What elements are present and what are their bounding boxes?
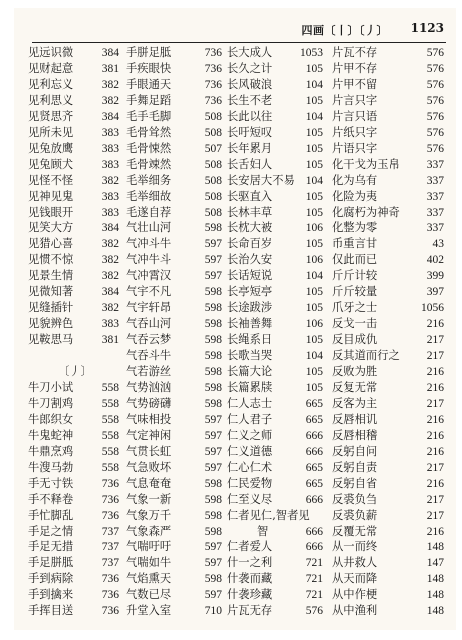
page-ref: 147 <box>426 557 444 570</box>
page-ref: 665 <box>305 461 323 474</box>
idiom-text: 长大成人 <box>227 46 273 59</box>
idiom-text: 手挥目送 <box>28 604 74 618</box>
page-ref: 216 <box>426 318 444 331</box>
idiom-text: 长枕大被 <box>227 221 273 235</box>
page-ref: 384 <box>101 286 119 299</box>
idiom-text: 气吞山河 <box>126 317 172 331</box>
page-ref: 104 <box>305 110 323 123</box>
page-ref: 598 <box>204 350 222 363</box>
page-header <box>32 18 446 43</box>
page-ref: 383 <box>101 206 119 219</box>
page-ref: 105 <box>305 62 323 75</box>
page-ref: 598 <box>204 318 222 331</box>
index-entry <box>126 602 222 620</box>
page-ref: 598 <box>204 381 222 394</box>
page-ref: 105 <box>305 238 323 251</box>
page-ref: 216 <box>426 429 444 442</box>
idiom-text: 见利忘义 <box>28 77 74 91</box>
idiom-text: 气宇不凡 <box>126 285 172 299</box>
idiom-text: 见景生情 <box>28 269 74 283</box>
idiom-text: 手眼通天 <box>126 77 172 91</box>
page-ref: 666 <box>305 525 323 538</box>
page-ref: 576 <box>426 126 444 139</box>
page-ref: 558 <box>101 445 119 458</box>
idiom-text: 见利思义 <box>28 93 74 107</box>
idiom-text: 从中作梗 <box>332 588 378 602</box>
idiom-text: 见微知著 <box>28 285 74 299</box>
page-ref: 397 <box>426 286 444 299</box>
idiom-text: 仁至义尽 <box>227 492 273 506</box>
page-ref: 508 <box>204 126 222 139</box>
idiom-text: 反目成仇 <box>332 333 378 347</box>
page-ref: 337 <box>426 158 444 171</box>
page-ref: 148 <box>426 573 444 586</box>
idiom-text: 片言只语 <box>332 109 378 123</box>
page-ref: 508 <box>204 206 222 219</box>
page-ref: 576 <box>426 62 444 75</box>
page-ref: 337 <box>426 174 444 187</box>
idiom-text: 气贯长虹 <box>126 444 172 458</box>
idiom-text: 气数已尽 <box>126 588 172 602</box>
idiom-text: 斤斤计较 <box>332 269 378 283</box>
idiom-text: 什袭珍藏 <box>227 588 273 602</box>
index-entry <box>28 602 119 620</box>
page-ref: 736 <box>204 94 222 107</box>
page-ref: 383 <box>101 318 119 331</box>
page-ref: 105 <box>305 286 323 299</box>
page-ref: 337 <box>426 206 444 219</box>
page-ref: 665 <box>305 413 323 426</box>
page-ref: 576 <box>426 47 444 59</box>
page-ref: 597 <box>204 238 222 251</box>
idiom-text: 反唇相稽 <box>332 428 378 442</box>
page-ref: 558 <box>101 381 119 394</box>
page-ref: 737 <box>101 541 119 554</box>
page-ref: 508 <box>204 110 222 123</box>
idiom-text: 长安居大不易 <box>227 173 295 187</box>
idiom-text: 气象森严 <box>126 524 172 538</box>
idiom-text: 长篇累牍 <box>227 380 273 394</box>
page-ref: 736 <box>204 78 222 91</box>
idiom-text: 长林丰草 <box>227 205 273 219</box>
page-ref: 558 <box>101 429 119 442</box>
page-ref: 736 <box>101 509 119 522</box>
idiom-text: 化腐朽为神奇 <box>332 205 400 219</box>
idiom-text: 见怪不怪 <box>28 173 74 187</box>
idiom-text: 见兔顾犬 <box>28 157 74 171</box>
idiom-text: 片瓦不存 <box>332 46 378 59</box>
page-ref: 597 <box>204 541 222 554</box>
idiom-text: 长绳系日 <box>227 333 273 347</box>
idiom-text: 长命百岁 <box>227 237 273 251</box>
page-ref: 105 <box>305 302 323 315</box>
idiom-text: 见猎心喜 <box>28 237 74 251</box>
page-ref: 216 <box>426 366 444 378</box>
index-entry <box>332 602 444 620</box>
idiom-text: 从中渔利 <box>332 604 378 618</box>
idiom-text: 斤斤较量 <box>332 285 378 299</box>
idiom-text: 长驱直入 <box>227 189 273 203</box>
page-ref: 558 <box>101 397 119 410</box>
page-ref: 598 <box>204 509 222 522</box>
idiom-text: 什一之利 <box>227 556 273 570</box>
idiom-text: 见神见鬼 <box>28 189 74 203</box>
page-ref: 383 <box>101 190 119 203</box>
idiom-text: 反裘负刍 <box>332 492 378 506</box>
page-ref: 383 <box>101 142 119 155</box>
idiom-text: 化为乌有 <box>332 173 378 187</box>
idiom-text: 毛手毛脚 <box>126 109 172 123</box>
idiom-text: 片言只字 <box>332 93 378 107</box>
page-ref: 217 <box>426 397 444 410</box>
page-ref: 105 <box>305 142 323 155</box>
idiom-text: 气息奄奄 <box>126 476 172 490</box>
idiom-text: 毛骨悚然 <box>126 141 172 155</box>
page-ref: 217 <box>426 493 444 506</box>
idiom-text: 长亭短亭 <box>227 285 273 299</box>
idiom-text: 化险为夷 <box>332 189 378 203</box>
page-ref: 105 <box>305 158 323 171</box>
page-ref: 384 <box>101 222 119 235</box>
page-ref: 736 <box>101 493 119 506</box>
idiom-text: 见兔放鹰 <box>28 141 74 155</box>
page-ref: 381 <box>101 334 119 347</box>
idiom-text: 手到擒来 <box>28 588 74 602</box>
page-ref: 382 <box>101 94 119 107</box>
idiom-text: 仁人君子 <box>227 412 273 426</box>
idiom-text: 仁义道德 <box>227 444 273 458</box>
page-ref: 382 <box>101 238 119 251</box>
page-ref: 1053 <box>300 47 323 59</box>
idiom-text: 从天而降 <box>332 572 378 586</box>
page-ref: 597 <box>204 445 222 458</box>
page-ref: 598 <box>204 302 222 315</box>
page-ref: 597 <box>204 589 222 602</box>
page-ref: 665 <box>305 477 323 490</box>
page-ref: 104 <box>305 174 323 187</box>
idiom-text: 长生不老 <box>227 93 273 107</box>
idiom-text: 仁心仁术 <box>227 460 273 474</box>
idiom-text: 手足胼胝 <box>28 556 74 570</box>
idiom-text: 气吞斗牛 <box>126 349 172 363</box>
idiom-text: 化整为零 <box>332 221 378 235</box>
page-ref: 597 <box>204 270 222 283</box>
idiom-text: 反戈一击 <box>332 317 378 331</box>
idiom-text: 手忙脚乱 <box>28 508 74 522</box>
page-ref: 737 <box>101 525 119 538</box>
idiom-text: 毛遂自荐 <box>126 205 172 219</box>
idiom-text: 见缝插针 <box>28 301 74 315</box>
idiom-text: 长此以往 <box>227 109 273 123</box>
idiom-text: 长袖善舞 <box>227 317 273 331</box>
page-ref: 507 <box>204 142 222 155</box>
page-ref: 216 <box>426 477 444 490</box>
page-number: 1123 <box>410 21 444 35</box>
page-ref: 216 <box>426 381 444 394</box>
idiom-text: 见财起意 <box>28 61 74 75</box>
page-ref: 576 <box>426 110 444 123</box>
page-ref: 721 <box>305 573 323 586</box>
page-ref: 736 <box>101 573 119 586</box>
page-ref: 508 <box>204 158 222 171</box>
idiom-text: 长途跋涉 <box>227 301 273 315</box>
page-ref: 598 <box>204 573 222 586</box>
idiom-text: 长歌当哭 <box>227 349 273 363</box>
idiom-text: 牛刀割鸡 <box>28 396 74 410</box>
idiom-text: 片甲不留 <box>332 77 378 91</box>
idiom-text: 升堂入室 <box>126 604 172 618</box>
page-ref: 337 <box>426 190 444 203</box>
idiom-text: 毛骨耸然 <box>126 125 172 139</box>
idiom-text: 见贤思齐 <box>28 109 74 123</box>
idiom-text: 手胼足胝 <box>126 46 172 59</box>
page-ref: 337 <box>426 222 444 235</box>
page-ref: 721 <box>305 589 323 602</box>
page-ref: 106 <box>305 318 323 331</box>
page-ref: 381 <box>101 62 119 75</box>
idiom-text: 长话短说 <box>227 269 273 283</box>
page-ref: 148 <box>426 605 444 618</box>
idiom-text: 〔丿〕 <box>58 365 92 378</box>
page-ref: 217 <box>426 509 444 522</box>
page-ref: 737 <box>101 557 119 570</box>
page-ref: 1056 <box>421 302 444 315</box>
page-ref: 148 <box>426 541 444 554</box>
page-ref: 217 <box>426 334 444 347</box>
page-ref: 383 <box>101 126 119 139</box>
page-ref: 382 <box>101 174 119 187</box>
idiom-text: 牛鼎烹鸡 <box>28 444 74 458</box>
page-ref: 384 <box>101 110 119 123</box>
page-ref: 43 <box>432 238 444 251</box>
page-ref: 598 <box>204 397 222 410</box>
idiom-text: 化干戈为玉帛 <box>332 157 400 171</box>
page-ref: 736 <box>101 589 119 602</box>
idiom-text: 见钱眼开 <box>28 205 74 219</box>
idiom-text: 见所未见 <box>28 125 74 139</box>
page-ref: 576 <box>426 142 444 155</box>
page-ref: 106 <box>305 222 323 235</box>
page-ref: 216 <box>426 525 444 538</box>
page-ref: 710 <box>204 605 222 618</box>
page-ref: 666 <box>305 445 323 458</box>
page-ref: 666 <box>305 429 323 442</box>
idiom-text: 反复无常 <box>332 380 378 394</box>
idiom-text: 牛鬼蛇神 <box>28 428 74 442</box>
idiom-text: 毛举细务 <box>126 173 172 187</box>
idiom-text: 气势汹汹 <box>126 380 172 394</box>
idiom-text: 气定神闲 <box>126 428 172 442</box>
idiom-text: 毛举细故 <box>126 189 172 203</box>
idiom-text: 手足之情 <box>28 524 74 538</box>
page-ref: 508 <box>204 190 222 203</box>
idiom-text: 片甲不存 <box>332 61 378 75</box>
page-ref: 736 <box>204 47 222 59</box>
idiom-text: 长篇大论 <box>227 365 273 378</box>
idiom-text: 手不释卷 <box>28 492 74 506</box>
dictionary-page <box>14 8 456 630</box>
page-ref: 736 <box>101 477 119 490</box>
idiom-text: 仁义之师 <box>227 428 273 442</box>
page-ref: 104 <box>305 270 323 283</box>
idiom-text: 气冲斗牛 <box>126 237 172 251</box>
page-ref: 598 <box>204 222 222 235</box>
idiom-text: 见远识微 <box>28 46 74 59</box>
page-ref: 736 <box>204 62 222 75</box>
page-ref: 598 <box>204 366 222 378</box>
idiom-text: 仁者爱人 <box>227 540 273 554</box>
idiom-text: 反其道而行之 <box>332 349 400 363</box>
idiom-text: 爪牙之士 <box>332 301 378 315</box>
page-ref: 576 <box>426 78 444 91</box>
page-ref: 105 <box>305 206 323 219</box>
page-ref: 382 <box>101 270 119 283</box>
page-ref: 216 <box>426 445 444 458</box>
idiom-text: 气象一新 <box>126 492 172 506</box>
idiom-text: 牛刀小试 <box>28 380 74 394</box>
page-ref: 399 <box>426 270 444 283</box>
page-ref: 721 <box>305 557 323 570</box>
page-ref: 598 <box>204 334 222 347</box>
page-ref: 105 <box>305 190 323 203</box>
page-ref: 105 <box>305 381 323 394</box>
idiom-text: 反客为主 <box>332 396 378 410</box>
idiom-text: 气冲牛斗 <box>126 253 172 267</box>
section-heading: 四画〔丨〕〔丿〕 <box>301 24 388 37</box>
idiom-text: 气急败坏 <box>126 460 172 474</box>
idiom-text: 反躬自责 <box>332 460 378 474</box>
page-ref: 217 <box>426 350 444 363</box>
page-ref: 666 <box>305 493 323 506</box>
page-ref: 558 <box>101 461 119 474</box>
idiom-text: 片纸只字 <box>332 125 378 139</box>
idiom-text: 长风破浪 <box>227 77 273 91</box>
page-ref: 598 <box>204 286 222 299</box>
page-ref: 597 <box>204 429 222 442</box>
index-columns <box>28 44 448 624</box>
idiom-text: 见笑大方 <box>28 221 74 235</box>
page-ref: 105 <box>305 94 323 107</box>
page-ref: 597 <box>204 413 222 426</box>
idiom-text: 片瓦无存 <box>227 604 273 618</box>
page-ref: 597 <box>204 254 222 267</box>
idiom-text: 见惯不惊 <box>28 253 74 267</box>
idiom-text: 智 <box>257 524 269 538</box>
page-ref: 104 <box>305 350 323 363</box>
idiom-text: 见貌辨色 <box>28 317 74 331</box>
idiom-text: 气冲霄汉 <box>126 269 172 283</box>
page-ref: 666 <box>305 541 323 554</box>
page-ref: 508 <box>204 174 222 187</box>
page-ref: 217 <box>426 461 444 474</box>
idiom-text: 见鞍思马 <box>28 333 74 347</box>
page-ref: 558 <box>101 413 119 426</box>
idiom-text: 气喘如牛 <box>126 556 172 570</box>
idiom-text: 什袭而藏 <box>227 572 273 586</box>
idiom-text: 片语只字 <box>332 141 378 155</box>
page-ref: 216 <box>426 413 444 426</box>
idiom-text: 手无寸铁 <box>28 476 74 490</box>
idiom-text: 反覆无常 <box>332 524 378 538</box>
page-ref: 576 <box>305 605 323 618</box>
idiom-text: 气若游丝 <box>126 365 172 378</box>
idiom-text: 牛郎织女 <box>28 412 74 426</box>
idiom-text: 长久之计 <box>227 61 273 75</box>
idiom-text: 仁民爱物 <box>227 476 273 490</box>
idiom-text: 反躬自问 <box>332 444 378 458</box>
idiom-text: 气喘吁吁 <box>126 540 172 554</box>
idiom-text: 气象万千 <box>126 508 172 522</box>
page-ref: 382 <box>101 78 119 91</box>
idiom-text: 牛溲马勃 <box>28 460 74 474</box>
idiom-text: 从井救人 <box>332 556 378 570</box>
page-ref: 598 <box>204 493 222 506</box>
idiom-text: 毛骨竦然 <box>126 157 172 171</box>
idiom-text: 从一而终 <box>332 540 378 554</box>
page-ref: 148 <box>426 589 444 602</box>
idiom-text: 长治久安 <box>227 253 273 267</box>
idiom-text: 气壮山河 <box>126 221 172 235</box>
page-ref: 104 <box>305 78 323 91</box>
idiom-text: 手到病除 <box>28 572 74 586</box>
idiom-text: 手足无措 <box>28 540 74 554</box>
page-ref: 384 <box>101 47 119 59</box>
idiom-text: 手舞足蹈 <box>126 93 172 107</box>
idiom-text: 反败为胜 <box>332 365 378 378</box>
idiom-text: 长吁短叹 <box>227 125 273 139</box>
idiom-text: 反裘负薪 <box>332 508 378 522</box>
page-ref: 382 <box>101 302 119 315</box>
idiom-text: 长年累月 <box>227 141 273 155</box>
page-ref: 383 <box>101 158 119 171</box>
page-ref: 665 <box>305 397 323 410</box>
idiom-text: 仁者见仁,智者见 <box>227 508 310 522</box>
idiom-text: 气焰熏天 <box>126 572 172 586</box>
page-ref: 576 <box>426 94 444 107</box>
page-ref: 382 <box>101 254 119 267</box>
idiom-text: 币重言甘 <box>332 237 378 251</box>
page-ref: 105 <box>305 334 323 347</box>
idiom-text: 反躬自省 <box>332 476 378 490</box>
idiom-text: 仅此而已 <box>332 253 378 267</box>
page-ref: 598 <box>204 525 222 538</box>
page-ref: 105 <box>305 366 323 378</box>
page-ref: 736 <box>101 605 119 618</box>
page-ref: 105 <box>305 126 323 139</box>
idiom-text: 气味相投 <box>126 412 172 426</box>
index-entry <box>227 602 323 620</box>
idiom-text: 气吞云梦 <box>126 333 172 347</box>
page-ref: 597 <box>204 557 222 570</box>
page-ref: 598 <box>204 477 222 490</box>
idiom-text: 气宇轩昂 <box>126 301 172 315</box>
page-ref: 597 <box>204 461 222 474</box>
idiom-text: 反唇相讥 <box>332 412 378 426</box>
page-ref: 402 <box>426 254 444 267</box>
idiom-text: 长舌妇人 <box>227 157 273 171</box>
idiom-text: 仁人志士 <box>227 396 273 410</box>
page-ref: 106 <box>305 254 323 267</box>
idiom-text: 手疾眼快 <box>126 61 172 75</box>
idiom-text: 气势磅礴 <box>126 396 172 410</box>
